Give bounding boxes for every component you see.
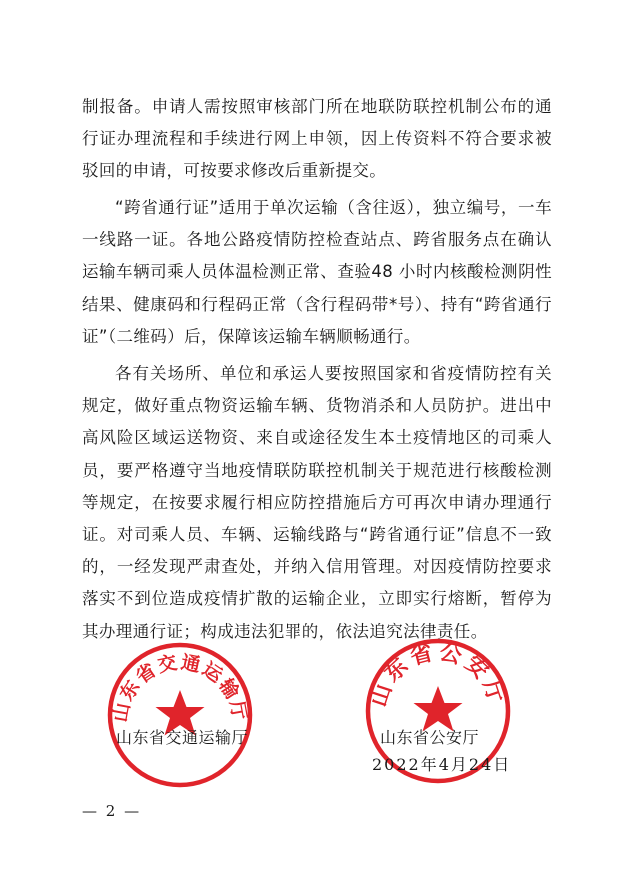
seal-arc-text: 山东省交通运输厅 [109, 651, 251, 724]
body-paragraph-2: “跨省通行证”适用于单次运输（含往返），独立编号，一车一线路一证。各地公路疫情防控检查站点、跨省服务点在确认运输车辆司乘人员体温检测正常、查验48 小时内核酸检测阴性结果、健康码和行程码正常（含行程码带*号）、持有“跨省通行证”（二维码）后，保障该运输车辆顺畅通行。 [82, 198, 552, 346]
document-date: 2022年4月24日 [372, 755, 512, 774]
signing-organization-2: 山东省公安厅 [380, 728, 480, 747]
seal-arc-text: 山东省公安厅 [366, 639, 510, 710]
page-number: — 2 — [82, 802, 142, 820]
signing-organization-1: 山东省交通运输厅 [116, 728, 249, 747]
body-paragraph-1: 制报备。申请人需按照审核部门所在地联防联控机制公布的通行证办理流程和手续进行网上申领，因上传资料不符合要求被驳回的申请，可按要求修改后重新提交。 [82, 97, 552, 181]
transport-department-seal [105, 640, 255, 790]
body-paragraph-3: 各有关场所、单位和承运人要按照国家和省疫情防控有关规定，做好重点物资运输车辆、货物消杀和人员防护。进出中高风险区域运送物资、来自或途径发生本土疫情地区的司乘人员，要严格遵守当地疫情联防联控机制关于规范进行核酸检测等规定，在按要求履行相应防控措施后方可再次申请办理通行证。对司乘人员、车辆、运输线路与“跨省通行证”信息不一致的，一经发现严肃查处，并纳入信用管理。对因疫情防控要求落实不到位造成疫情扩散的运输企业，立即实行熔断，暂停为其办理通行证；构成违法犯罪的，依法追究法律责任。 [82, 364, 552, 641]
